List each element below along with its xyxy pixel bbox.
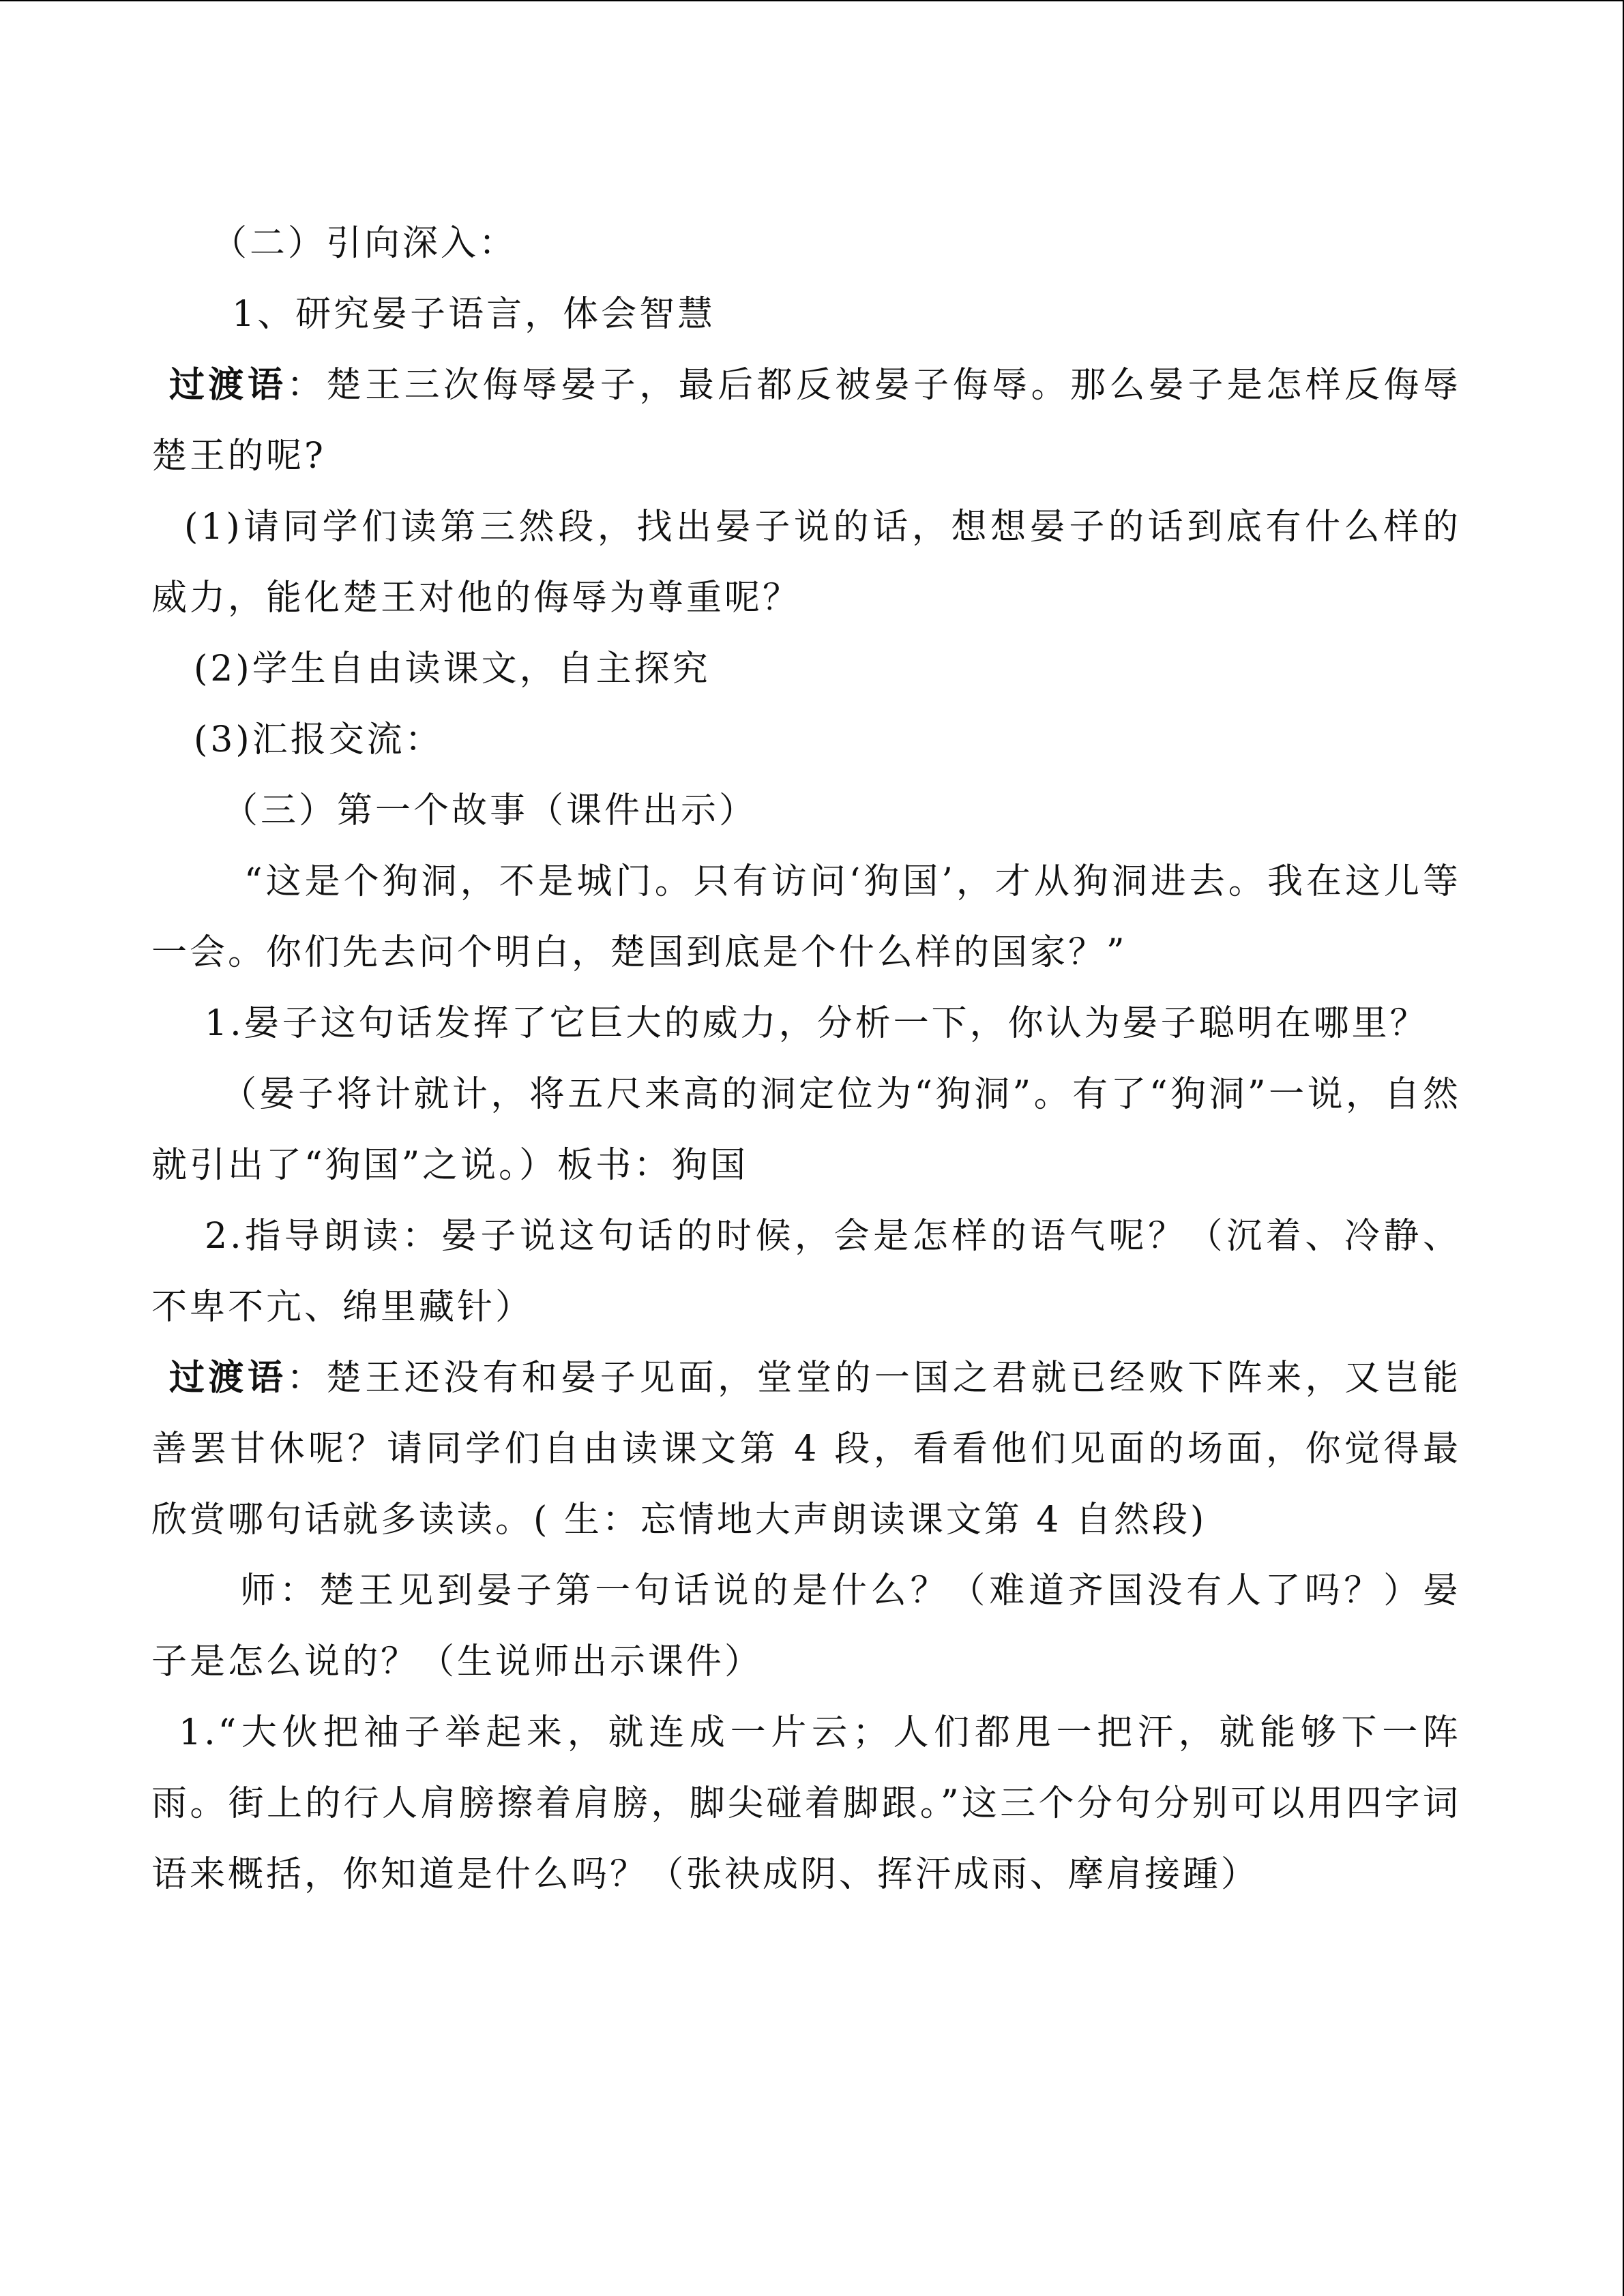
story-heading: （三）第一个故事（课件出示）	[222, 790, 758, 831]
sub-heading: 1、研究晏子语言，体会智慧	[232, 294, 716, 335]
transition-paragraph-1	[151, 350, 1461, 492]
transition-label: 过渡语	[169, 364, 287, 406]
transition-paragraph-2	[151, 1343, 1461, 1555]
quote-paragraph: “这是个狗洞，不是城门。只有访问‘狗国’，才从狗洞进去。我在这儿等一会。你们先去问个明白，楚国到底是个什么样的国家？”	[151, 861, 1461, 973]
transition-label: 过渡语	[169, 1357, 287, 1399]
question-2: 2.指导朗读：晏子说这句话的时候，会是怎样的语气呢？（沉着、冷静、不卑不亢、绵里藏针）	[151, 1216, 1461, 1328]
document-body	[151, 208, 1461, 1910]
task-1: (1)请同学们读第三然段，找出晏子说的话，想想晏子的话到底有什么样的威力，能化楚王对他的侮辱为尊重呢？	[151, 507, 1461, 618]
question-3: 1.“大伙把袖子举起来，就连成一片云；人们都甩一把汗，就能够下一阵雨。街上的行人肩膀擦着肩膀，脚尖碰着脚跟。”这三个分句分别可以用四字词语来概括，你知道是什么吗？（张袂成阴、挥汗成雨、摩肩接踵）	[151, 1712, 1461, 1895]
transition-text: ：楚王三次侮辱晏子，最后都反被晏子侮辱。那么晏子是怎样反侮辱楚王的呢?	[151, 365, 1461, 477]
teacher-paragraph: 师：楚王见到晏子第一句话说的是什么？（难道齐国没有人了吗？）晏子是怎么说的？（生说师出示课件）	[151, 1570, 1461, 1682]
section-heading: （二）引向深入：	[211, 223, 518, 264]
question-1: 1.晏子这句话发挥了它巨大的威力，分析一下，你认为晏子聪明在哪里？	[205, 1003, 1428, 1044]
analysis-paragraph: （晏子将计就计，将五尺来高的洞定位为“狗洞”。有了“狗洞”一说，自然就引出了“狗国”之说。）板书：狗国	[151, 1074, 1461, 1186]
task-2: (2)学生自由读课文，自主探究	[194, 648, 711, 689]
task-3: (3)汇报交流：	[194, 719, 443, 760]
transition-text: ：楚王还没有和晏子见面，堂堂的一国之君就已经败下阵来，又岂能善罢甘休呢？请同学们自由读课文第 4 段，看看他们见面的场面，你觉得最欣赏哪句话就多读读。( 生：忘情地大声朗读课文第 4 自然段)	[151, 1358, 1461, 1540]
